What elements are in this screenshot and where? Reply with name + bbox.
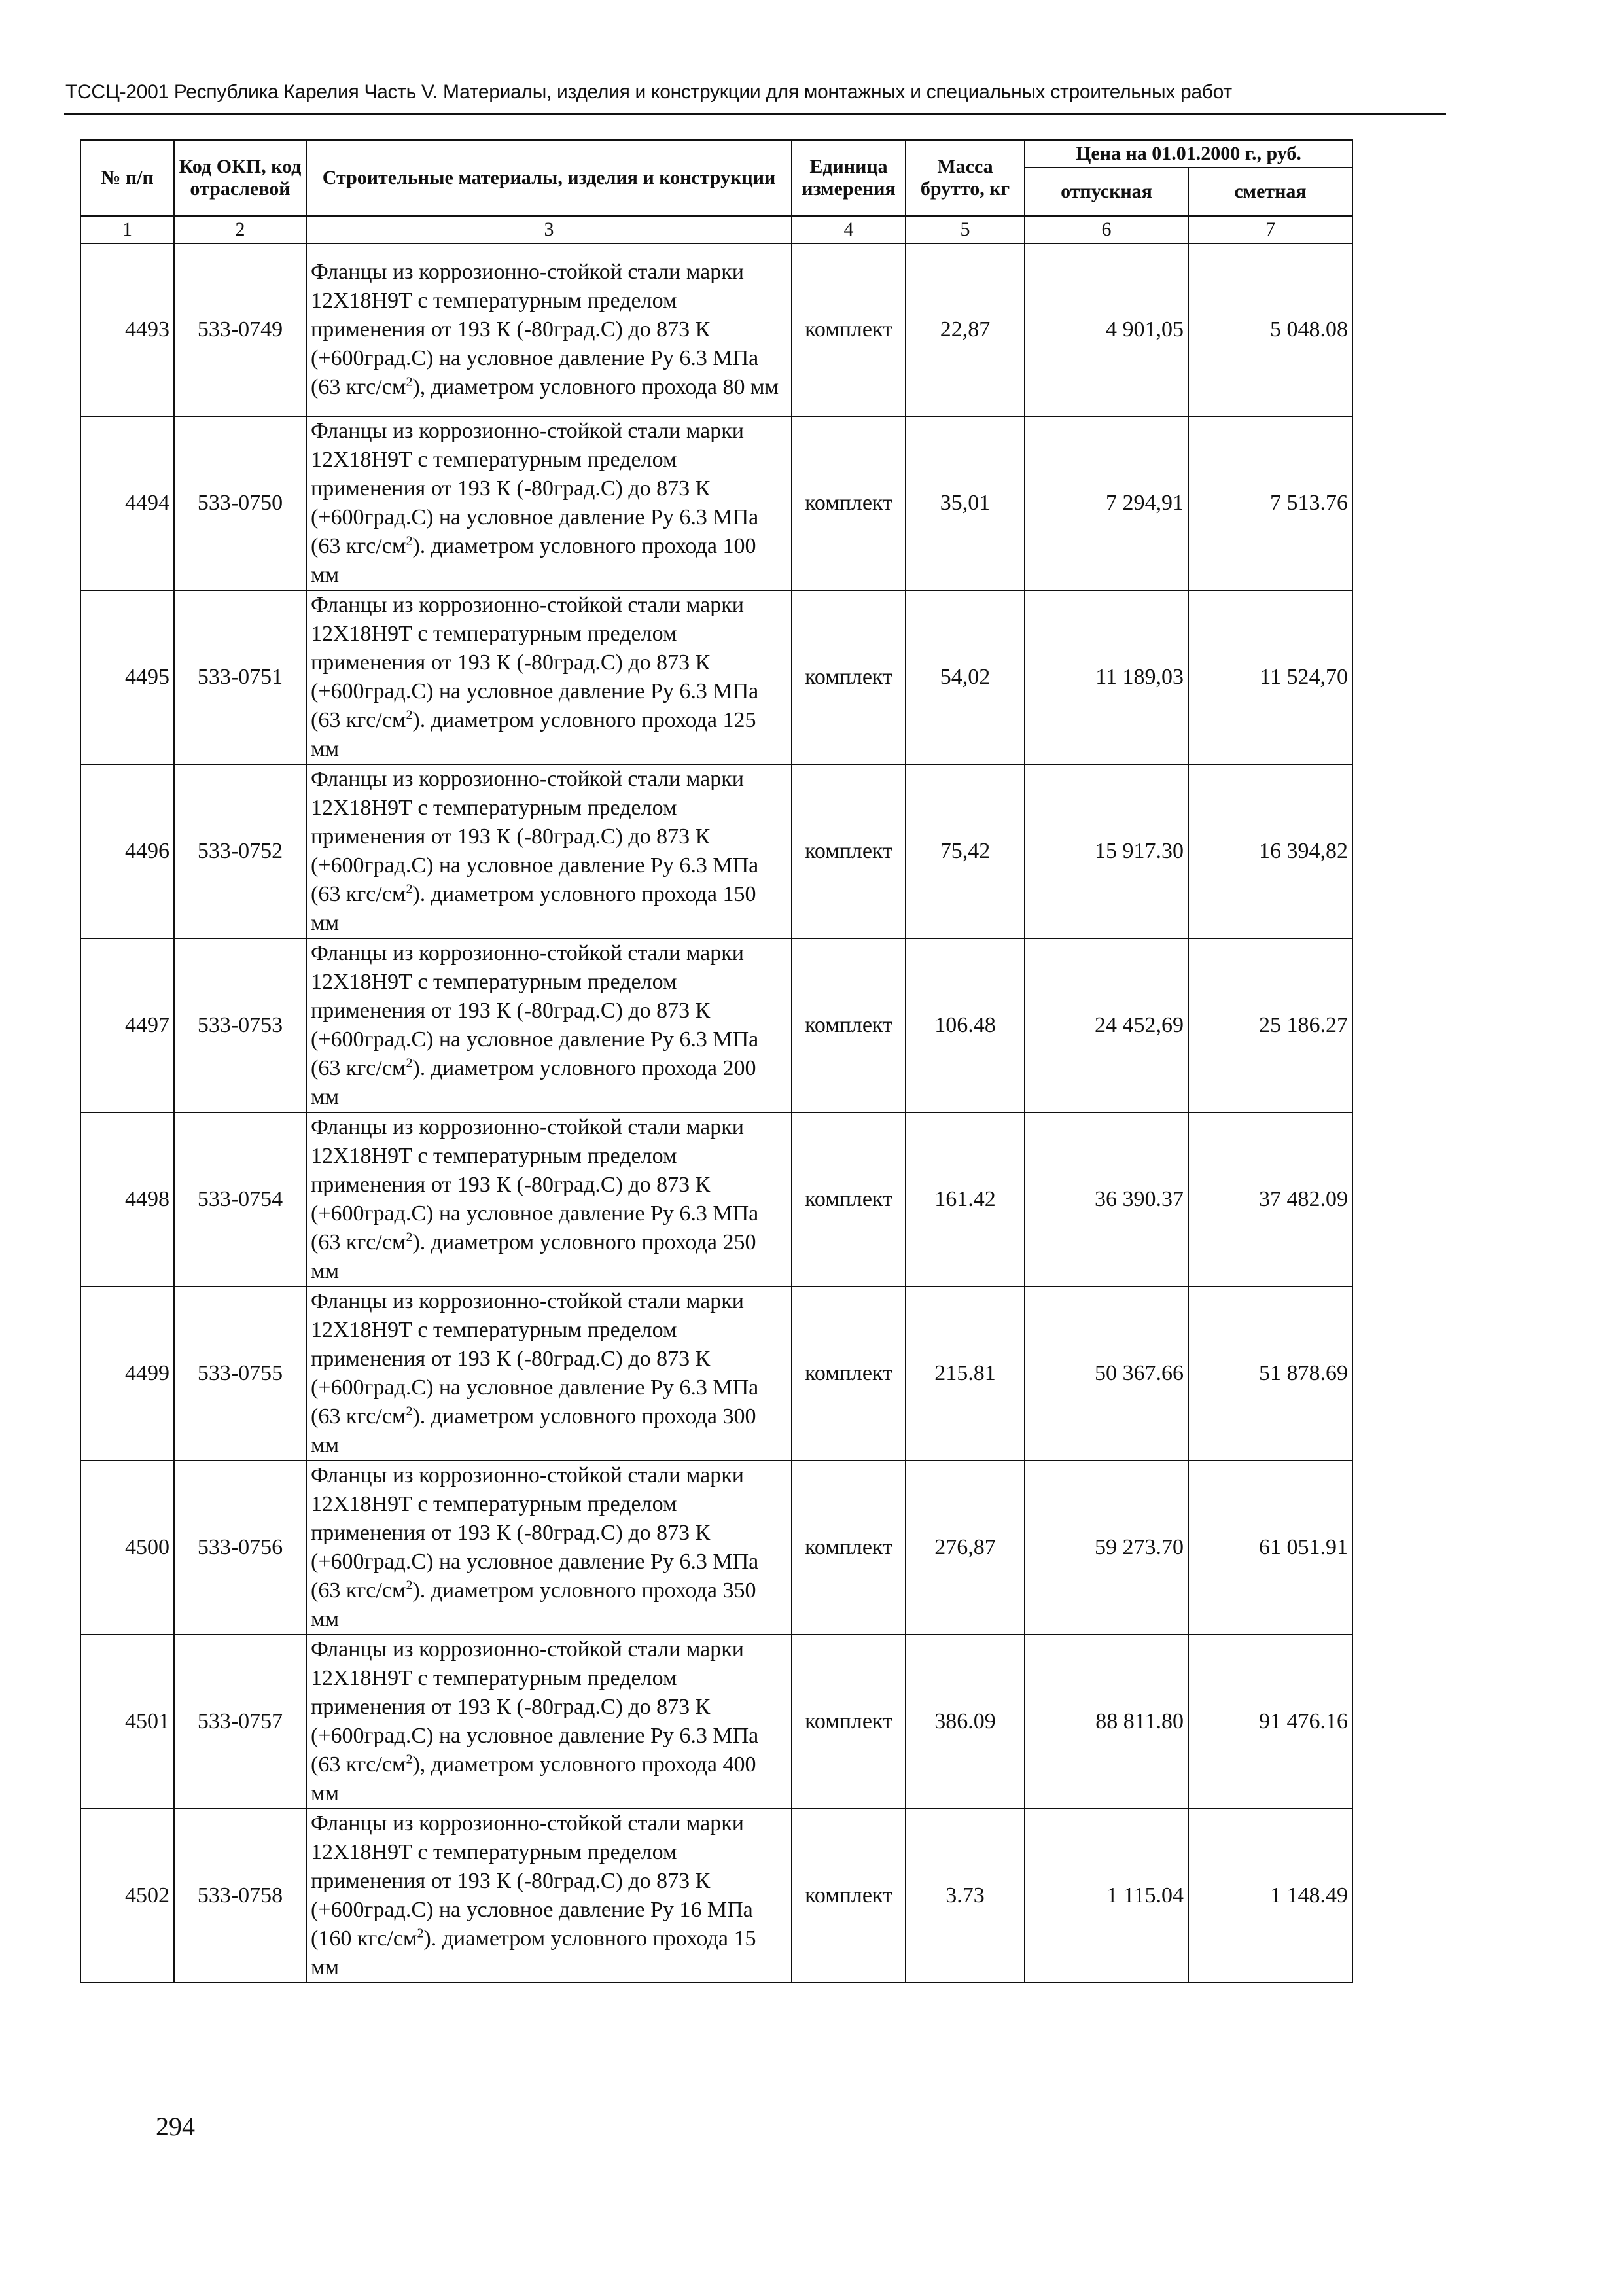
gross-mass: 106.48 (906, 938, 1025, 1112)
row-number: 4501 (80, 1635, 174, 1809)
table-row (80, 938, 1352, 1112)
table-body (80, 243, 1352, 1983)
header-no: № п/п (80, 140, 174, 216)
release-price: 7 294,91 (1025, 416, 1188, 590)
gross-mass: 386.09 (906, 1635, 1025, 1809)
okp-code: 533-0751 (174, 590, 306, 764)
okp-code: 533-0749 (174, 243, 306, 416)
material-description (306, 938, 792, 1112)
row-number: 4495 (80, 590, 174, 764)
description-text: Фланцы из коррозионно-стойкой стали марки 12Х18Н9Т с температурным пределом применения от 193 К (-80град.С) до 873 К (+600град.С) на условное давление Ру 6.3 МПа (63 кгс/см (311, 593, 759, 732)
okp-code: 533-0750 (174, 416, 306, 590)
description-text: Фланцы из коррозионно-стойкой стали марки 12Х18Н9Т с температурным пределом применения от 193 К (-80град.С) до 873 К (+600град.С) на условное давление Ру 6.3 МПа (63 кгс/см (311, 1115, 759, 1254)
estimate-price: 5 048.08 (1188, 243, 1352, 416)
description-tail: ). диаметром условного прохода 15 мм (311, 1926, 756, 1979)
gross-mass: 22,87 (906, 243, 1025, 416)
estimate-price: 51 878.69 (1188, 1287, 1352, 1461)
unit-exponent: 2 (406, 1404, 413, 1419)
unit-exponent: 2 (406, 1752, 413, 1767)
estimate-price: 61 051.91 (1188, 1461, 1352, 1635)
row-number: 4498 (80, 1112, 174, 1287)
description-tail: ). диаметром условного прохода 300 мм (311, 1404, 756, 1457)
estimate-price: 37 482.09 (1188, 1112, 1352, 1287)
unit-of-measure: комплект (792, 1287, 906, 1461)
table-row (80, 416, 1352, 590)
material-description (306, 243, 792, 416)
header-price-release: отпускная (1025, 168, 1188, 216)
table-row (80, 1635, 1352, 1809)
unit-exponent: 2 (406, 533, 413, 548)
okp-code: 533-0755 (174, 1287, 306, 1461)
unit-of-measure: комплект (792, 764, 906, 938)
description-tail: ), диаметром условного прохода 400 мм (311, 1752, 756, 1805)
description-text: Фланцы из коррозионно-стойкой стали марки 12Х18Н9Т с температурным пределом применения от 193 К (-80град.С) до 873 К (+600град.С) на условное давление Ру 6.3 МПа (63 кгс/см (311, 260, 759, 399)
table-row (80, 1809, 1352, 1983)
description-text: Фланцы из коррозионно-стойкой стали марки 12Х18Н9Т с температурным пределом применения от 193 К (-80град.С) до 873 К (+600град.С) на условное давление Ру 16 МПа (160 кгс/см (311, 1811, 753, 1951)
material-description (306, 764, 792, 938)
unit-exponent: 2 (406, 881, 413, 896)
row-number: 4494 (80, 416, 174, 590)
table-row (80, 243, 1352, 416)
table-row (80, 1112, 1352, 1287)
description-text: Фланцы из коррозионно-стойкой стали марки 12Х18Н9Т с температурным пределом применения от 193 К (-80град.С) до 873 К (+600град.С) на условное давление Ру 6.3 МПа (63 кгс/см (311, 941, 759, 1080)
unit-exponent: 2 (406, 1230, 413, 1245)
unit-of-measure: комплект (792, 1112, 906, 1287)
column-number: 6 (1025, 216, 1188, 243)
header-okp-code: Код ОКП, код отраслевой (174, 140, 306, 216)
okp-code: 533-0757 (174, 1635, 306, 1809)
running-head: ТССЦ-2001 Республика Карелия Часть V. Материалы, изделия и конструкции для монтажных и специальных строительных работ (65, 81, 1232, 103)
description-tail: ). диаметром условного прохода 200 мм (311, 1056, 756, 1109)
description-tail: ), диаметром условного прохода 80 мм (412, 375, 779, 399)
description-text: Фланцы из коррозионно-стойкой стали марки 12Х18Н9Т с температурным пределом применения от 193 К (-80град.С) до 873 К (+600град.С) на условное давление Ру 6.3 МПа (63 кгс/см (311, 1463, 759, 1603)
okp-code: 533-0753 (174, 938, 306, 1112)
release-price: 50 367.66 (1025, 1287, 1188, 1461)
table-header (80, 140, 1352, 243)
estimate-price: 1 148.49 (1188, 1809, 1352, 1983)
page-number: 294 (156, 2112, 195, 2141)
material-description (306, 1112, 792, 1287)
description-tail: ). диаметром условного прохода 150 мм (311, 882, 756, 935)
unit-of-measure: комплект (792, 243, 906, 416)
header-price-group: Цена на 01.01.2000 г., руб. (1025, 140, 1352, 168)
estimate-price: 91 476.16 (1188, 1635, 1352, 1809)
gross-mass: 75,42 (906, 764, 1025, 938)
release-price: 88 811.80 (1025, 1635, 1188, 1809)
gross-mass: 3.73 (906, 1809, 1025, 1983)
row-number: 4499 (80, 1287, 174, 1461)
row-number: 4496 (80, 764, 174, 938)
description-tail: ). диаметром условного прохода 100 мм (311, 534, 756, 587)
row-number: 4500 (80, 1461, 174, 1635)
header-mass: Масса брутто, кг (906, 140, 1025, 216)
release-price: 59 273.70 (1025, 1461, 1188, 1635)
description-tail: ). диаметром условного прохода 250 мм (311, 1230, 756, 1283)
unit-exponent: 2 (406, 707, 413, 722)
description-text: Фланцы из коррозионно-стойкой стали марки 12Х18Н9Т с температурным пределом применения от 193 К (-80град.С) до 873 К (+600град.С) на условное давление Ру 6.3 МПа (63 кгс/см (311, 419, 759, 558)
description-tail: ). диаметром условного прохода 350 мм (311, 1578, 756, 1631)
header-rule (64, 113, 1446, 115)
column-number: 2 (174, 216, 306, 243)
column-number: 4 (792, 216, 906, 243)
unit-exponent: 2 (406, 1056, 413, 1071)
header-price-estimate: сметная (1188, 168, 1352, 216)
table-row (80, 764, 1352, 938)
unit-of-measure: комплект (792, 1461, 906, 1635)
release-price: 36 390.37 (1025, 1112, 1188, 1287)
release-price: 4 901,05 (1025, 243, 1188, 416)
table-row (80, 1461, 1352, 1635)
column-number: 5 (906, 216, 1025, 243)
table-row (80, 590, 1352, 764)
material-description (306, 416, 792, 590)
column-numbers-row (80, 216, 1352, 243)
unit-of-measure: комплект (792, 416, 906, 590)
column-number: 1 (80, 216, 174, 243)
column-number: 3 (306, 216, 792, 243)
material-description (306, 590, 792, 764)
description-tail: ). диаметром условного прохода 125 мм (311, 708, 756, 761)
price-table (80, 139, 1353, 1983)
unit-exponent: 2 (406, 1578, 413, 1593)
okp-code: 533-0754 (174, 1112, 306, 1287)
gross-mass: 276,87 (906, 1461, 1025, 1635)
gross-mass: 215.81 (906, 1287, 1025, 1461)
unit-of-measure: комплект (792, 1809, 906, 1983)
gross-mass: 161.42 (906, 1112, 1025, 1287)
material-description (306, 1461, 792, 1635)
unit-exponent: 2 (406, 374, 413, 389)
unit-exponent: 2 (417, 1926, 424, 1941)
release-price: 11 189,03 (1025, 590, 1188, 764)
gross-mass: 35,01 (906, 416, 1025, 590)
material-description (306, 1635, 792, 1809)
table-row (80, 1287, 1352, 1461)
unit-of-measure: комплект (792, 1635, 906, 1809)
material-description (306, 1809, 792, 1983)
unit-of-measure: комплект (792, 938, 906, 1112)
header-unit: Единица измерения (792, 140, 906, 216)
estimate-price: 7 513.76 (1188, 416, 1352, 590)
row-number: 4502 (80, 1809, 174, 1983)
column-number: 7 (1188, 216, 1352, 243)
estimate-price: 25 186.27 (1188, 938, 1352, 1112)
gross-mass: 54,02 (906, 590, 1025, 764)
description-text: Фланцы из коррозионно-стойкой стали марки 12Х18Н9Т с температурным пределом применения от 193 К (-80град.С) до 873 К (+600град.С) на условное давление Ру 6.3 МПа (63 кгс/см (311, 767, 759, 906)
release-price: 1 115.04 (1025, 1809, 1188, 1983)
estimate-price: 11 524,70 (1188, 590, 1352, 764)
okp-code: 533-0758 (174, 1809, 306, 1983)
row-number: 4497 (80, 938, 174, 1112)
estimate-price: 16 394,82 (1188, 764, 1352, 938)
header-materials: Строительные материалы, изделия и конструкции (306, 140, 792, 216)
release-price: 24 452,69 (1025, 938, 1188, 1112)
description-text: Фланцы из коррозионно-стойкой стали марки 12Х18Н9Т с температурным пределом применения от 193 К (-80град.С) до 873 К (+600град.С) на условное давление Ру 6.3 МПа (63 кгс/см (311, 1637, 759, 1777)
unit-of-measure: комплект (792, 590, 906, 764)
row-number: 4493 (80, 243, 174, 416)
okp-code: 533-0752 (174, 764, 306, 938)
description-text: Фланцы из коррозионно-стойкой стали марки 12Х18Н9Т с температурным пределом применения от 193 К (-80град.С) до 873 К (+600град.С) на условное давление Ру 6.3 МПа (63 кгс/см (311, 1289, 759, 1429)
material-description (306, 1287, 792, 1461)
okp-code: 533-0756 (174, 1461, 306, 1635)
release-price: 15 917.30 (1025, 764, 1188, 938)
